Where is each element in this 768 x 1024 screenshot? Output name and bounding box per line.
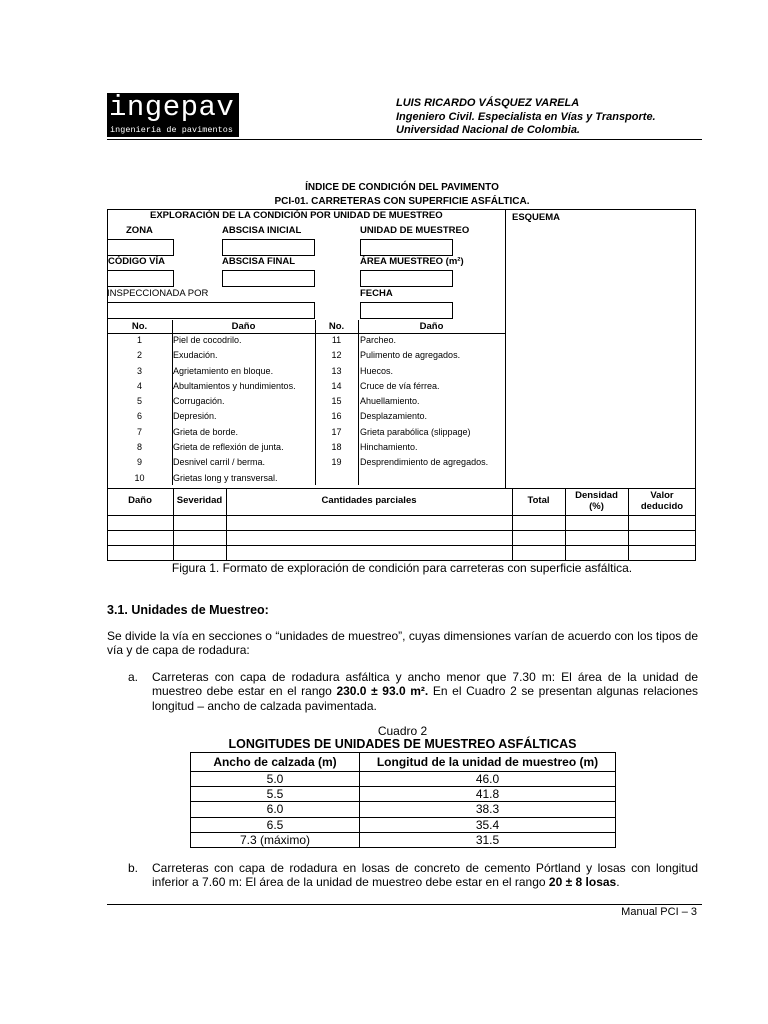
table-row bbox=[191, 802, 616, 817]
col-no-left: No. bbox=[131, 321, 148, 332]
damage-name: Grieta parabólica (slippage) bbox=[360, 426, 471, 437]
longitud-cell: 38.3 bbox=[360, 802, 616, 817]
section-heading: 3.1. Unidades de Muestreo: bbox=[107, 603, 269, 617]
damage-name: Grietas long y transversal. bbox=[173, 472, 278, 483]
tally-cantidades-header: Cantidades parciales bbox=[321, 495, 417, 506]
damage-name: Grieta de reflexión de junta. bbox=[173, 442, 284, 453]
damage-name: Abultamientos y hundimientos. bbox=[173, 380, 296, 391]
damage-name: Corrugación. bbox=[173, 396, 225, 407]
item-a-text-1: Carreteras con capa de rodadura asfáltica y ancho menor que 7.30 m: El área de la unidad de muestreo debe estar en el rango bbox=[152, 670, 698, 699]
page-footer: Manual PCI – 3 bbox=[621, 906, 697, 918]
item-b-paragraph bbox=[152, 861, 698, 890]
form-section-title: EXPLORACIÓN DE LA CONDICIÓN POR UNIDAD DE MUESTREO bbox=[150, 210, 443, 221]
logo-main-text: ingepav bbox=[109, 91, 235, 124]
logo-sub-text: ingenieria de pavimentos bbox=[110, 125, 234, 135]
damage-number: 13 bbox=[331, 365, 342, 376]
item-a-bold: 230.0 ± 93.0 m². bbox=[336, 684, 429, 699]
longitud-cell: 35.4 bbox=[360, 817, 616, 832]
ingepav-logo bbox=[107, 93, 239, 137]
damage-number: 7 bbox=[136, 426, 142, 437]
table-row bbox=[191, 832, 616, 847]
longitud-cell: 41.8 bbox=[360, 787, 616, 802]
tally-densidad-header bbox=[565, 490, 628, 512]
cuadro-header-ancho: Ancho de calzada (m) bbox=[191, 753, 360, 772]
damage-numbers-left bbox=[107, 333, 172, 486]
table-row bbox=[191, 787, 616, 802]
damage-number: 1 bbox=[136, 335, 142, 345]
damage-number: 4 bbox=[136, 380, 142, 391]
damage-names-left bbox=[173, 333, 296, 486]
tally-top-line bbox=[107, 488, 696, 489]
damage-name: Desplazamiento. bbox=[360, 411, 428, 422]
ancho-cell: 6.0 bbox=[191, 802, 360, 817]
codigo-via-input[interactable] bbox=[107, 270, 174, 287]
tally-valor-header bbox=[628, 490, 696, 512]
ancho-cell: 5.5 bbox=[191, 787, 360, 802]
damage-number: 9 bbox=[136, 457, 142, 468]
damage-name: Agrietamiento en bloque. bbox=[173, 365, 274, 376]
abscisa-final-label: ABSCISA FINAL bbox=[222, 256, 296, 267]
damage-number: 8 bbox=[136, 442, 142, 453]
inspeccionada-por-label: INSPECCIONADA POR bbox=[107, 288, 209, 299]
damage-name: Piel de cocodrilo. bbox=[173, 335, 242, 345]
inspeccionada-por-input[interactable] bbox=[107, 302, 315, 319]
damage-number: 11 bbox=[331, 335, 342, 345]
damage-name: Parcheo. bbox=[360, 335, 397, 345]
cuadro-table bbox=[190, 752, 616, 848]
damage-name: Hinchamiento. bbox=[360, 442, 418, 453]
section-intro: Se divide la vía en secciones o “unidades de muestreo”, cuyas dimensiones varían de acuerdo con los tipos de vía y de capa de rodadura: bbox=[107, 629, 698, 658]
damage-numbers-right bbox=[315, 333, 358, 471]
area-muestreo-label: ÁREA MUESTREO (m²) bbox=[360, 256, 464, 267]
abscisa-inicial-label: ABSCISA INICIAL bbox=[222, 225, 302, 236]
item-a-text-2: En el Cuadro 2 se presentan algunas relaciones longitud – ancho de calzada pavimentada. bbox=[152, 684, 698, 713]
item-b-marker: b. bbox=[128, 861, 139, 875]
damage-number: 17 bbox=[331, 426, 342, 437]
longitud-cell: 31.5 bbox=[360, 832, 616, 847]
tally-header-line bbox=[107, 515, 696, 516]
damage-number: 12 bbox=[331, 350, 342, 361]
tally-row-line-2 bbox=[107, 545, 696, 546]
unidad-muestreo-input[interactable] bbox=[360, 239, 453, 256]
codigo-via-label: CÓDIGO VÍA bbox=[108, 256, 166, 267]
damage-name: Grieta de borde. bbox=[173, 426, 239, 437]
cuadro-title: LONGITUDES DE UNIDADES DE MUESTREO ASFÁLTICAS bbox=[228, 737, 577, 751]
damage-number: 16 bbox=[331, 411, 342, 422]
longitud-cell: 46.0 bbox=[360, 772, 616, 787]
zona-label: ZONA bbox=[126, 225, 153, 236]
item-a-paragraph bbox=[152, 670, 698, 713]
fecha-label: FECHA bbox=[360, 288, 393, 299]
table-row bbox=[191, 772, 616, 787]
damage-names-right bbox=[360, 333, 488, 471]
tally-total-header: Total bbox=[527, 495, 550, 506]
item-b-text-2: . bbox=[616, 875, 620, 890]
col-no-right: No. bbox=[328, 321, 345, 332]
esquema-label: ESQUEMA bbox=[512, 212, 561, 223]
tally-dano-header: Daño bbox=[128, 495, 152, 506]
damage-name: Desprendimiento de agregados. bbox=[360, 457, 489, 468]
cuadro-header-longitud: Longitud de la unidad de muestreo (m) bbox=[360, 753, 616, 772]
zona-input[interactable] bbox=[107, 239, 174, 256]
figure-caption: Figura 1. Formato de exploración de condición para carreteras con superficie asfáltica. bbox=[171, 561, 633, 575]
damage-number: 3 bbox=[136, 365, 142, 376]
damage-name: Cruce de vía férrea. bbox=[360, 380, 440, 391]
tally-severidad-header: Severidad bbox=[176, 495, 223, 506]
ancho-cell: 7.3 (máximo) bbox=[191, 832, 360, 847]
tally-row-line-1 bbox=[107, 530, 696, 531]
abscisa-inicial-input[interactable] bbox=[222, 239, 315, 256]
author-title: Ingeniero Civil. Especialista en Vías y Transporte. bbox=[396, 110, 656, 123]
damage-number: 15 bbox=[331, 396, 342, 407]
densidad-line-1: Densidad bbox=[575, 490, 618, 501]
esquema-divider bbox=[505, 209, 506, 489]
damage-col-line-3 bbox=[358, 320, 359, 485]
item-b-text-1: Carreteras con capa de rodadura en losas de concreto de cemento Pórtland y losas con longitud inferior a 7.60 m: El área de la unidad de muestreo debe estar en el rango bbox=[152, 861, 698, 890]
header-divider bbox=[107, 139, 702, 140]
col-dano-left: Daño bbox=[231, 321, 256, 332]
abscisa-final-input[interactable] bbox=[222, 270, 315, 287]
ancho-cell: 6.5 bbox=[191, 817, 360, 832]
author-name: LUIS RICARDO VÁSQUEZ VARELA bbox=[396, 97, 580, 109]
form-title-2: PCI-01. CARRETERAS CON SUPERFICIE ASFÁLTICA. bbox=[274, 196, 530, 207]
form-title-1: ÍNDICE DE CONDICIÓN DEL PAVIMENTO bbox=[305, 182, 499, 193]
author-university: Universidad Nacional de Colombia. bbox=[396, 124, 580, 136]
damage-number: 5 bbox=[136, 396, 142, 407]
damage-number: 19 bbox=[331, 457, 342, 468]
cuadro-body bbox=[191, 772, 616, 848]
damage-name: Pulimento de agregados. bbox=[360, 350, 461, 361]
damage-number: 6 bbox=[136, 411, 142, 422]
author-block bbox=[396, 97, 656, 138]
damage-name: Desnivel carril / berma. bbox=[173, 457, 266, 468]
valor-line-2: deducido bbox=[640, 501, 684, 512]
col-dano-right: Daño bbox=[419, 321, 444, 332]
valor-line-1: Valor bbox=[650, 490, 674, 501]
footer-divider bbox=[107, 904, 702, 905]
fecha-input[interactable] bbox=[360, 302, 453, 319]
damage-number: 10 bbox=[134, 472, 145, 483]
item-b-bold: 20 ± 8 losas bbox=[548, 875, 617, 890]
unidad-muestreo-label: UNIDAD DE MUESTREO bbox=[360, 225, 470, 236]
table-row bbox=[191, 817, 616, 832]
area-muestreo-input[interactable] bbox=[360, 270, 453, 287]
item-a-marker: a. bbox=[128, 670, 139, 684]
cuadro-label: Cuadro 2 bbox=[377, 724, 428, 738]
damage-number: 18 bbox=[331, 442, 342, 453]
damage-name: Ahuellamiento. bbox=[360, 396, 420, 407]
ancho-cell: 5.0 bbox=[191, 772, 360, 787]
damage-name: Huecos. bbox=[360, 365, 394, 376]
densidad-line-2: (%) bbox=[589, 501, 604, 512]
damage-name: Exudación. bbox=[173, 350, 218, 361]
damage-name: Depresión. bbox=[173, 411, 217, 422]
damage-number: 14 bbox=[331, 380, 342, 391]
damage-number: 2 bbox=[136, 350, 142, 361]
